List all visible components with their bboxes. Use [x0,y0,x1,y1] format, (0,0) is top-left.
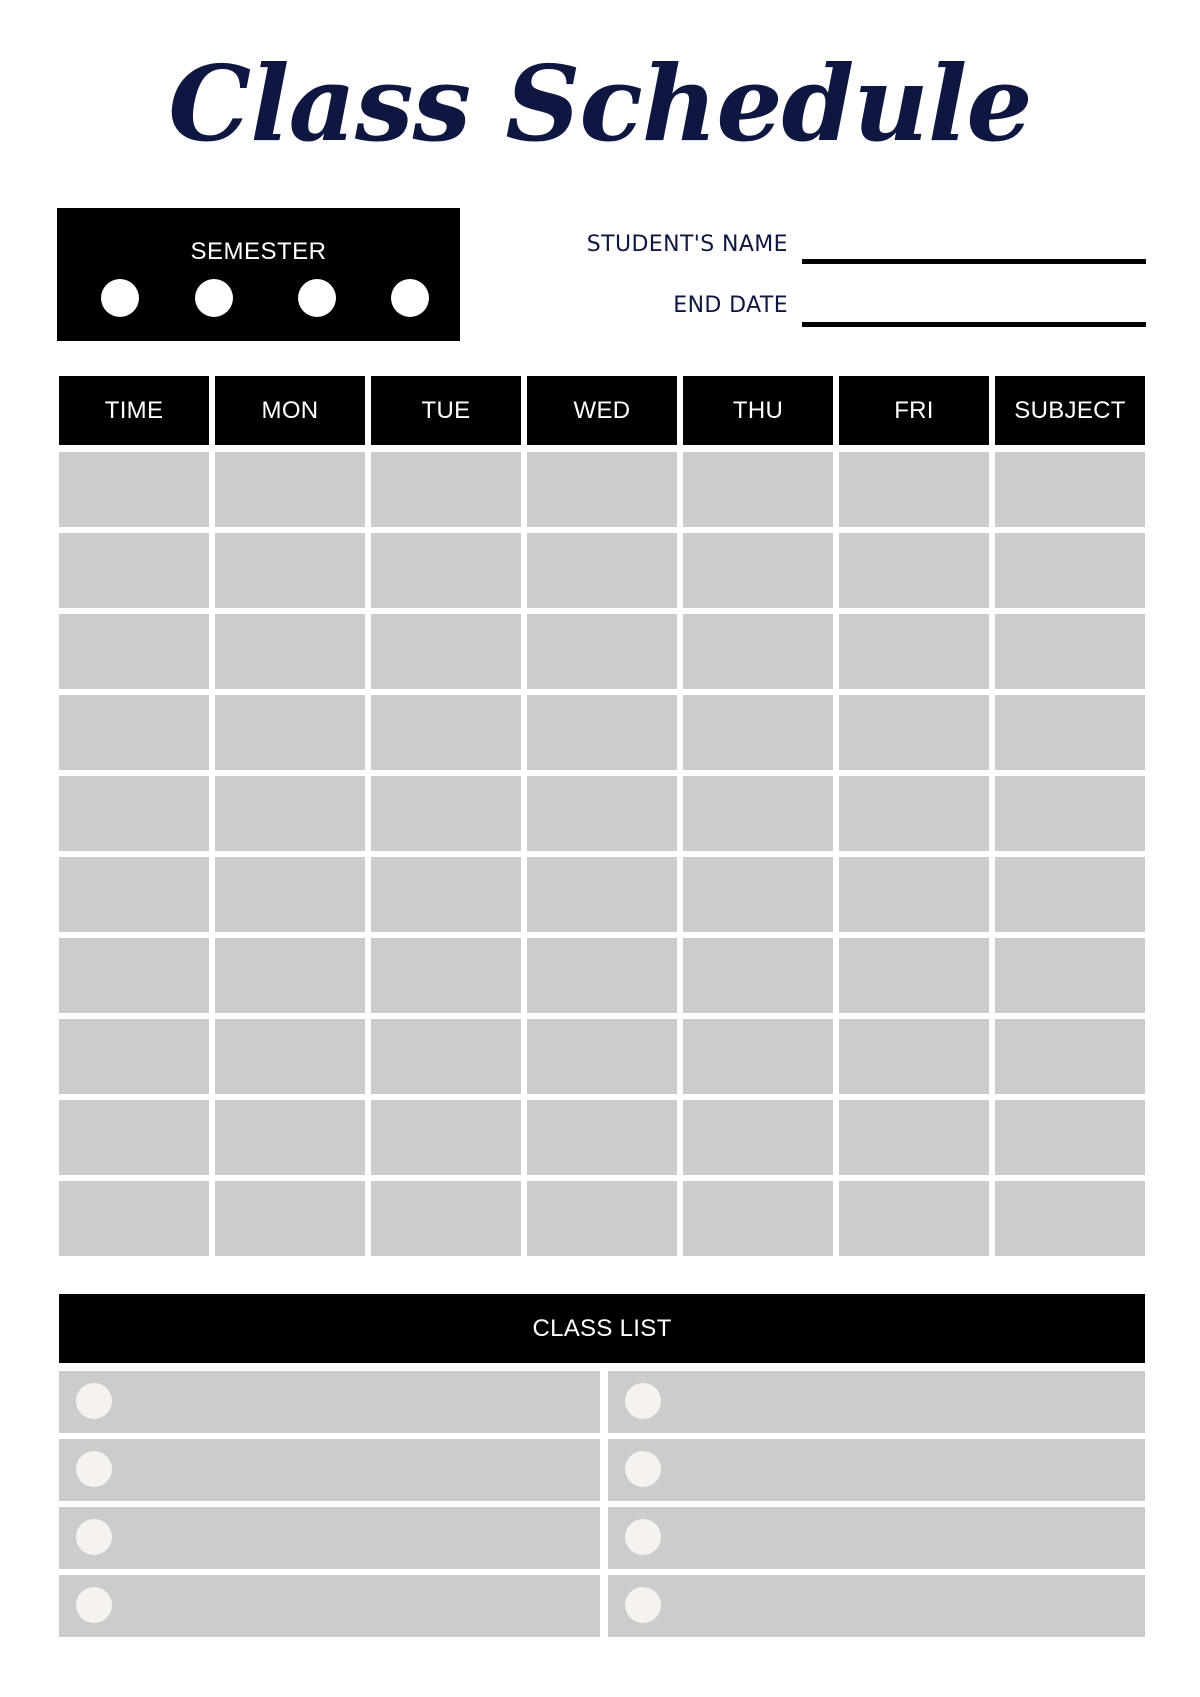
class-list-item[interactable] [59,1439,600,1501]
column-header-mon: MON [215,376,365,445]
schedule-cell-fri[interactable] [839,695,989,770]
checkbox-circle-icon[interactable] [76,1587,112,1623]
schedule-cell-time[interactable] [59,1181,209,1256]
schedule-cell-wed[interactable] [527,452,677,527]
class-list-item[interactable] [608,1575,1145,1637]
schedule-cell-tue[interactable] [371,857,521,932]
schedule-cell-mon[interactable] [215,1019,365,1094]
schedule-cell-mon[interactable] [215,695,365,770]
schedule-cell-fri[interactable] [839,614,989,689]
schedule-cell-thu[interactable] [683,776,833,851]
schedule-cell-tue[interactable] [371,614,521,689]
class-list-header: CLASS LIST [59,1294,1145,1363]
schedule-cell-thu[interactable] [683,1019,833,1094]
schedule-cell-thu[interactable] [683,695,833,770]
schedule-cell-fri[interactable] [839,1100,989,1175]
column-header-thu: THU [683,376,833,445]
end-date-field[interactable] [802,322,1146,327]
schedule-cell-wed[interactable] [527,614,677,689]
schedule-cell-fri[interactable] [839,857,989,932]
schedule-cell-time[interactable] [59,938,209,1013]
schedule-cell-tue[interactable] [371,938,521,1013]
schedule-cell-subject[interactable] [995,938,1145,1013]
schedule-cell-wed[interactable] [527,857,677,932]
schedule-cell-wed[interactable] [527,695,677,770]
schedule-cell-time[interactable] [59,533,209,608]
schedule-cell-mon[interactable] [215,857,365,932]
schedule-cell-tue[interactable] [371,452,521,527]
semester-option-3[interactable] [298,279,336,317]
schedule-cell-tue[interactable] [371,695,521,770]
schedule-cell-subject[interactable] [995,1100,1145,1175]
checkbox-circle-icon[interactable] [625,1383,661,1419]
class-list-item[interactable] [59,1507,600,1569]
schedule-cell-fri[interactable] [839,452,989,527]
checkbox-circle-icon[interactable] [76,1451,112,1487]
schedule-cell-subject[interactable] [995,1019,1145,1094]
schedule-cell-time[interactable] [59,695,209,770]
schedule-cell-fri[interactable] [839,1181,989,1256]
schedule-cell-mon[interactable] [215,1100,365,1175]
schedule-cell-subject[interactable] [995,533,1145,608]
schedule-cell-thu[interactable] [683,938,833,1013]
class-list-item[interactable] [608,1507,1145,1569]
schedule-cell-subject[interactable] [995,695,1145,770]
class-list-item[interactable] [59,1371,600,1433]
schedule-cell-mon[interactable] [215,614,365,689]
semester-label: SEMESTER [190,238,327,265]
class-list-item[interactable] [59,1575,600,1637]
schedule-cell-subject[interactable] [995,776,1145,851]
column-header-fri: FRI [839,376,989,445]
schedule-cell-thu[interactable] [683,1181,833,1256]
schedule-cell-time[interactable] [59,776,209,851]
column-header-tue: TUE [371,376,521,445]
schedule-cell-time[interactable] [59,614,209,689]
checkbox-circle-icon[interactable] [625,1587,661,1623]
schedule-cell-thu[interactable] [683,452,833,527]
page-title: Class Schedule [168,42,1032,165]
class-list-item[interactable] [608,1371,1145,1433]
schedule-cell-mon[interactable] [215,1181,365,1256]
schedule-cell-tue[interactable] [371,1181,521,1256]
semester-option-1[interactable] [101,279,139,317]
schedule-cell-subject[interactable] [995,1181,1145,1256]
schedule-cell-time[interactable] [59,452,209,527]
schedule-cell-tue[interactable] [371,776,521,851]
schedule-cell-tue[interactable] [371,1100,521,1175]
schedule-cell-mon[interactable] [215,452,365,527]
column-header-time: TIME [59,376,209,445]
schedule-cell-time[interactable] [59,1100,209,1175]
checkbox-circle-icon[interactable] [625,1519,661,1555]
schedule-cell-thu[interactable] [683,1100,833,1175]
schedule-cell-wed[interactable] [527,938,677,1013]
semester-option-4[interactable] [391,279,429,317]
schedule-cell-fri[interactable] [839,938,989,1013]
column-header-wed: WED [527,376,677,445]
semester-box [57,208,460,341]
schedule-cell-mon[interactable] [215,938,365,1013]
schedule-cell-subject[interactable] [995,452,1145,527]
schedule-cell-time[interactable] [59,1019,209,1094]
checkbox-circle-icon[interactable] [625,1451,661,1487]
schedule-cell-subject[interactable] [995,614,1145,689]
schedule-cell-fri[interactable] [839,776,989,851]
student-name-field[interactable] [802,259,1146,264]
schedule-cell-thu[interactable] [683,857,833,932]
schedule-cell-time[interactable] [59,857,209,932]
column-header-subject: SUBJECT [995,376,1145,445]
schedule-cell-wed[interactable] [527,533,677,608]
schedule-cell-tue[interactable] [371,1019,521,1094]
semester-option-2[interactable] [195,279,233,317]
schedule-cell-mon[interactable] [215,776,365,851]
schedule-cell-fri[interactable] [839,1019,989,1094]
schedule-cell-subject[interactable] [995,857,1145,932]
checkbox-circle-icon[interactable] [76,1383,112,1419]
schedule-cell-wed[interactable] [527,1100,677,1175]
schedule-cell-mon[interactable] [215,533,365,608]
schedule-cell-thu[interactable] [683,533,833,608]
schedule-cell-wed[interactable] [527,1019,677,1094]
student-name-label: STUDENT'S NAME [586,232,788,257]
schedule-cell-thu[interactable] [683,614,833,689]
checkbox-circle-icon[interactable] [76,1519,112,1555]
class-list-item[interactable] [608,1439,1145,1501]
schedule-cell-fri[interactable] [839,533,989,608]
schedule-cell-wed[interactable] [527,776,677,851]
schedule-cell-wed[interactable] [527,1181,677,1256]
schedule-cell-tue[interactable] [371,533,521,608]
end-date-label: END DATE [673,293,788,318]
